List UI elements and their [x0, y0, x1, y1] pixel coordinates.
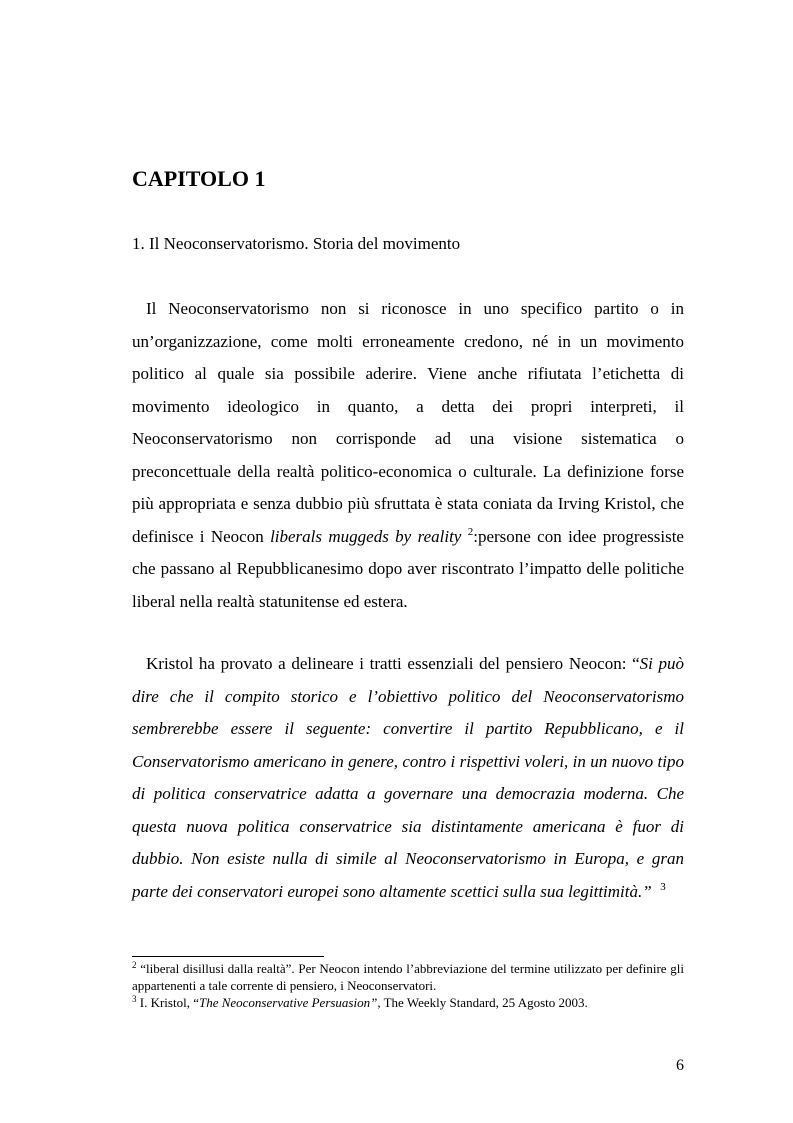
footnote-ref-3[interactable]: 3 — [660, 880, 666, 893]
paragraph-2-text-a: Kristol ha provato a delineare i tratti essenziali del pensiero Neocon: “ — [146, 654, 640, 673]
footnote-number: 3 — [132, 994, 137, 1004]
body-paragraph-2 — [132, 648, 684, 908]
footnote-italic-title: The Neoconservative Persuasion” — [198, 995, 378, 1010]
paragraph-1-text-b: :persone con idee progressiste che passano al Repubblicanesimo dopo aver riscontrato l’impatto delle politiche liberal nella realtà statunitense ed estera. — [132, 526, 684, 611]
paragraph-1-italic-phrase: liberals muggeds by reality — [270, 526, 462, 546]
footnote-separator — [132, 956, 324, 957]
section-title: 1. Il Neoconservatorismo. Storia del movimento — [132, 234, 461, 253]
chapter-title: CAPITOLO 1 — [132, 166, 266, 191]
body-paragraph-1 — [132, 293, 684, 618]
footnotes — [132, 960, 684, 1011]
footnote-2 — [132, 960, 684, 994]
footnote-text: “liberal disillusi dalla realtà”. Per Neocon intendo l’abbreviazione del termine utilizzato per definire gli appartenenti a tale corrente di pensiero, i Neoconservatori. — [132, 961, 685, 993]
paragraph-1-text-a: Il Neoconservatorismo non si riconosce in uno specifico partito o in un’organizzazione, come molti erroneamente credono, né in un movimento politico al quale sia possibile aderire. Viene anche rifiutata l’etichetta di movimento ideologico in quanto, a detta dei propri interpreti, il Neoconservatorismo non corrisponde ad una visione sistematica o preconcettuale della realtà politico-economica o culturale. La definizione forse più appropriata e senza dubbio più sfruttata è stata coniata da Irving Kristol, che definisce i Neocon — [132, 299, 684, 546]
footnote-number: 2 — [132, 960, 137, 970]
kristol-quote: Si può dire che il compito storico e l’obiettivo politico del Neoconservatorismo sembrerebbe essere il seguente: convertire il partito Repubblicano, e il Conservatorismo americano in genere, contro i rispettivi voleri, in un nuovo tipo di politica conservatrice adatta a governare una democrazia moderna. Che questa nuova politica conservatrice sia distintamente americana è fuor di dubbio. Non esiste nulla di simile al Neoconservatorismo in Europa, e gran parte dei conservatori europei sono altamente scettici sulla sua legittimità.” — [132, 654, 684, 901]
page-number: 6 — [676, 1057, 684, 1074]
footnote-text-b: , The Weekly Standard, 25 Agosto 2003. — [377, 995, 588, 1010]
footnote-ref-2[interactable]: 2 — [467, 525, 474, 538]
footnote-text-a: I. Kristol, “ — [139, 995, 199, 1010]
footnote-3 — [132, 994, 684, 1011]
